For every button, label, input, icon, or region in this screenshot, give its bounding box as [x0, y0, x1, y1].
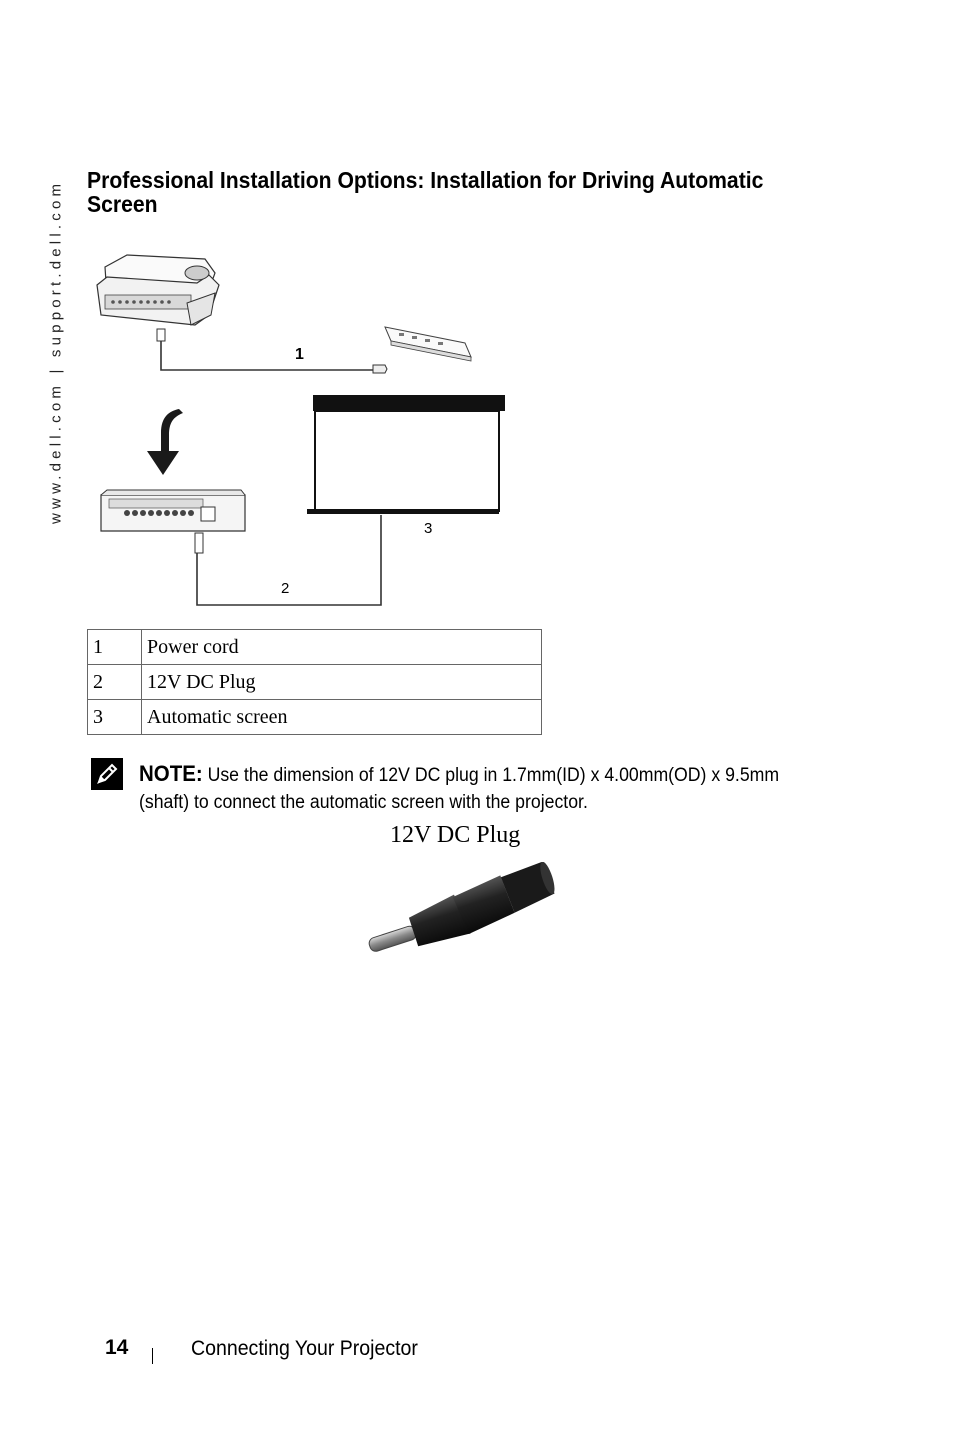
legend-number: 3: [88, 700, 142, 735]
power-cord-line: [161, 341, 373, 370]
table-row: [88, 700, 542, 735]
plug-caption: 12V DC Plug: [390, 822, 521, 848]
legend-number: 2: [88, 665, 142, 700]
note-body: Use the dimension of 12V DC plug in 1.7mm(ID) x 4.00mm(OD) x 9.5mm (shaft) to connect the automatic screen with the projector.: [139, 765, 780, 813]
legend-label: Automatic screen: [142, 700, 542, 735]
table-row: [88, 665, 542, 700]
footer-divider: [152, 1348, 153, 1364]
page-title: Professional Installation Options: Installation for Driving Automatic Screen: [87, 167, 764, 217]
callout-3: 3: [424, 520, 433, 537]
table-row: [88, 630, 542, 665]
legend-label: 12V DC Plug: [142, 665, 542, 700]
note-text: [139, 760, 781, 816]
installation-diagram: [87, 245, 517, 615]
projector-illustration: [97, 255, 219, 341]
callout-2: 2: [281, 580, 290, 597]
projector-rear-illustration: [101, 490, 245, 553]
legend-label: Power cord: [142, 630, 542, 665]
note-pencil-icon: [91, 758, 123, 790]
legend-number: 1: [88, 630, 142, 665]
page-number: 14: [105, 1336, 129, 1359]
note-label: NOTE:: [139, 761, 203, 786]
callout-1: 1: [295, 346, 304, 363]
power-strip-illustration: [385, 327, 471, 361]
dc-plug-photo: [358, 862, 558, 952]
automatic-screen-illustration: [307, 395, 505, 514]
legend-table: [87, 629, 542, 735]
down-arrow-icon: [147, 409, 183, 475]
sidebar-url: www.dell.com | support.dell.com: [47, 179, 65, 525]
footer-section-title: Connecting Your Projector: [191, 1337, 418, 1360]
